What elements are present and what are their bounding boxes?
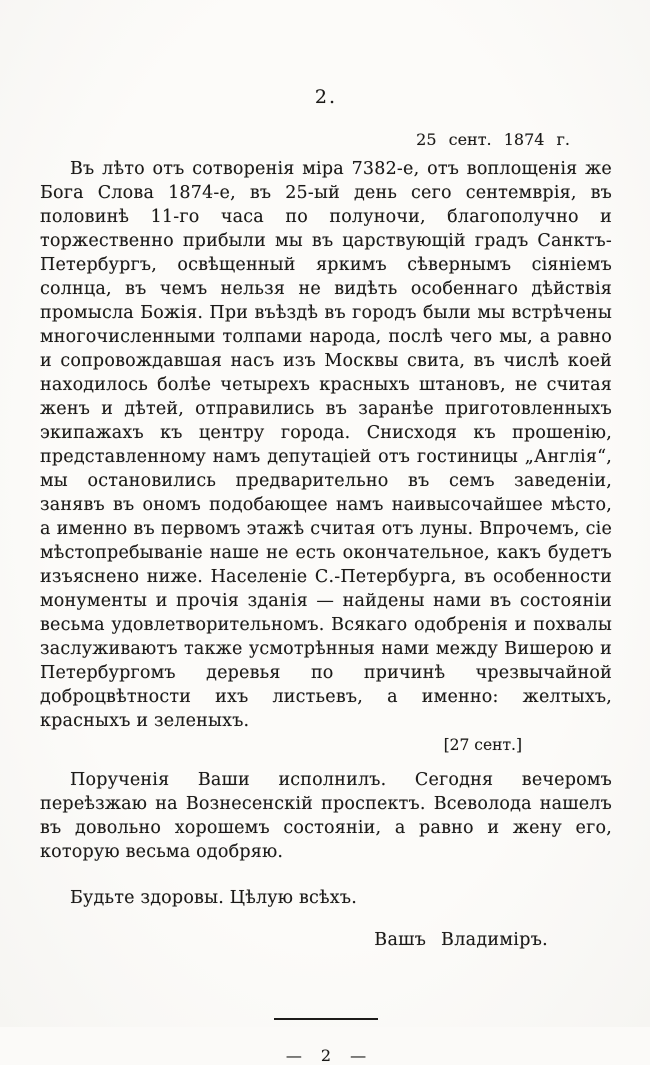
footer-divider-rule [274, 1018, 378, 1020]
closing-line: Будьте здоровы. Цѣлую всѣхъ. [70, 888, 357, 908]
letter-date-line: 25 сент. 1874 г. [416, 130, 570, 149]
page-number-top: 2. [314, 86, 338, 108]
letter-paragraph-2: Порученія Ваши исполнилъ. Сегодня вечеромъ переѣзжаю на Вознесенскій проспектъ. Всеволода нашелъ въ довольно хорошемъ состояніи, а равно и жену его, которую весьма одобряю. [40, 770, 612, 862]
signature-line: Вашъ Владиміръ. [374, 930, 548, 950]
bracket-date-line: [27 сент.] [443, 736, 522, 754]
letter-paragraph-1: Въ лѣто отъ сотворенія міра 7382-е, отъ воплощенія же Бога Слова 1874-е, въ 25-ый день сего сентемврія, въ половинѣ 11-го часа по полуночи, благополучно и торжественно прибыли мы въ царствующій градъ Санктъ-Петербургъ, освѣщенный яркимъ сѣвернымъ сіяніемъ солнца, въ чемъ нельзя не видѣть особеннаго дѣйствія промысла Божія. При въѣздѣ въ городъ были мы встрѣчены многочисленными толпами народа, послѣ чего мы, а равно и сопровождавшая насъ изъ Москвы свита, въ числѣ коей находилось болѣе четырехъ красныхъ штановъ, не считая женъ и дѣтей, отправились въ заранѣе приготовленныхъ экипажахъ къ центру города. Снисходя къ прошенію, представленному намъ депутаціей отъ гостиницы „Англія“, мы остановились предварительно въ семъ заведеніи, занявъ въ ономъ подобающее намъ наивысочайшее мѣсто, а именно въ первомъ этажѣ считая отъ луны. Впрочемъ, сіе мѣстопребываніе наше не есть окончательное, какъ будетъ изъяснено ниже. Населеніе С.-Петербурга, въ особенности монументы и прочія зданія — найдены нами въ состояніи весьма удовлетворительномъ. Всякаго одобренія и похвалы заслуживаютъ также усмотрѣнныя нами между Вишерою и Петербургомъ деревья по причинѣ чрезвычайной доброцвѣтности ихъ листьевъ, а именно: желтыхъ, красныхъ и зеленыхъ. [40, 159, 612, 731]
footer-page-number: — 2 — [285, 1046, 367, 1065]
